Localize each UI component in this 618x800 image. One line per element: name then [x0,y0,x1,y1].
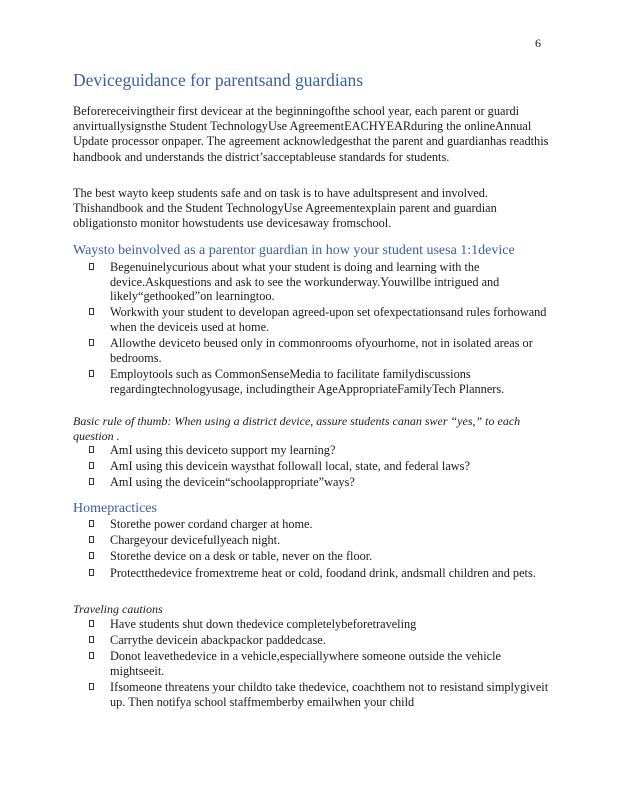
section-heading-involved: Waysto beinvolved as a parentor guardian in how your student usesa 1:1device [73,243,515,258]
list-item-text: AmI using this devicein waysthat followall local, state, and federal laws? [110,459,470,474]
list-item-text: Allowthe deviceto beused only in commonrooms ofyourhome, not in isolated areas or bedrooms. [110,336,533,365]
intro-paragraph: Beforereceivingtheir first devicear at the beginningofthe school year, each parent or guardi anvirtuallysignsthe Student TechnologyUse AgreementEACHYEARduring the onlineAnnual Update processor onpaper. The agreement acknowledgesthat the parent and guardianhas readthis handbook and understands the district’sacceptableuse standards for students. [73,104,549,164]
intro-paragraph: The best wayto keep students safe and on task is to have adultspresent and involved. Thishandbook and the Student TechnologyUse Agreementexplain parent and guardian obligationsto monitor howstudents use devicesaway fromschool. [73,186,497,231]
square-bullet-icon [89,620,94,627]
list-item [89,649,553,678]
section-heading-home: Homepractices [73,501,157,516]
list-item [89,443,553,458]
square-bullet-icon [89,569,94,576]
traveling-cautions-list [89,617,553,711]
page-title: Deviceguidance for parentsand guardians [73,70,364,90]
square-bullet-icon [89,308,94,315]
list-item-text: Storethe device on a desk or table, never on the floor. [110,549,373,564]
list-item-text: Employtools such as CommonSenseMedia to facilitate familydiscussions regardingtechnologyusage, includingtheir AgeAppropriateFamilyTech Planners. [110,366,505,396]
list-item [89,459,553,474]
list-item-text: Protectthedevice fromextreme heat or cold, foodand drink, andsmall children and pets. [110,565,536,580]
list-item-text: Workwith your student to developan agreed-upon set ofexpectationsand rules forhowand when the deviceis used at home. [110,305,547,334]
home-practices-list [89,517,553,582]
list-item-text: AmI using the devicein“schoolappropriate”ways? [110,475,355,490]
square-bullet-icon [89,652,94,659]
list-item [89,549,553,564]
traveling-cautions-label: Traveling cautions [73,602,163,616]
square-bullet-icon [89,552,94,559]
square-bullet-icon [89,636,94,643]
list-item [89,633,553,648]
list-item-text: Ifsomeone threatens your childto take thedevice, coachthem not to resistand simplygiveit up. Then notifya school staffmemberby emailwhen your child [110,680,549,709]
list-item [89,566,553,581]
list-item-text: Carrythe devicein abackpackor paddedcase. [110,633,326,648]
page-number: 6 [535,36,541,50]
list-item [89,475,553,490]
list-item-text: AmI using this deviceto support my learning? [110,443,336,457]
list-item [89,367,553,396]
square-bullet-icon [89,462,94,469]
list-item [89,260,553,304]
involved-list [89,260,553,398]
square-bullet-icon [89,370,94,377]
list-item [89,336,553,365]
rule-of-thumb-label: Basic rule of thumb: When using a district device, assure students canan swer “yes,” to each question . [73,414,521,443]
rule-of-thumb-list [89,443,553,492]
square-bullet-icon [89,520,94,527]
list-item [89,617,553,632]
square-bullet-icon [89,339,94,346]
square-bullet-icon [89,478,94,485]
square-bullet-icon [89,536,94,543]
list-item [89,517,553,532]
list-item-text: Have students shut down thedevice completelybeforetraveling [110,617,417,631]
list-item-text: Donot leavethedevice in a vehicle,especiallywhere someone outside the vehicle mightseeit. [110,649,501,678]
list-item-text: Chargeyour devicefullyeach night. [110,533,281,548]
square-bullet-icon [89,446,94,453]
list-item-text: Storethe power cordand charger at home. [110,517,313,531]
list-item [89,680,553,709]
list-item [89,305,553,334]
list-item-text: Begenuinelycurious about what your student is doing and learning with the device.Askquestions and ask to see the workunderway.Youwillbe intrigued and likely“gethooked”on learningtoo. [110,260,500,304]
list-item [89,533,553,548]
square-bullet-icon [89,683,94,690]
square-bullet-icon [89,263,94,270]
